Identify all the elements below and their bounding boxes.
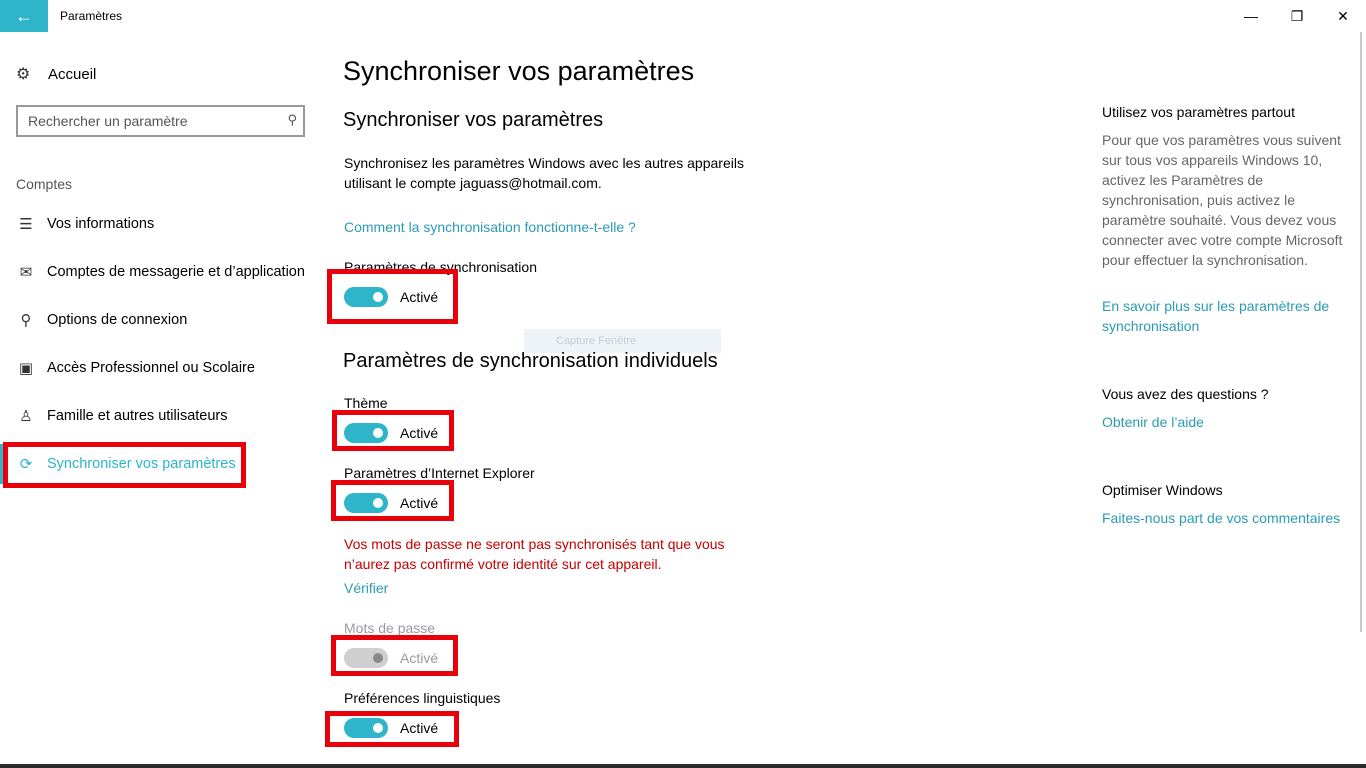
related-heading-optimize: Optimiser Windows [1102,482,1223,498]
individual-settings-title: Paramètres de synchronisation individuels [343,350,718,372]
home-link[interactable] [16,64,96,84]
sidebar-item-comptes-messagerie[interactable] [0,252,328,292]
sync-description: Synchronisez les paramètres Windows avec les autres appareils utilisant le compte jaguass@hotmail.com. [344,155,744,191]
sidebar-item-options-connexion[interactable] [0,300,328,340]
key-icon: ⚲ [20,312,32,329]
scrollbar[interactable] [1360,32,1362,632]
window-title: Paramètres [60,9,123,23]
page-title: Synchroniser vos paramètres [343,56,695,86]
sidebar-item-label: Vos informations [47,216,155,232]
restore-button[interactable] [1274,0,1320,32]
highlight-sync-nav [3,442,246,488]
learn-more-link[interactable]: En savoir plus sur les paramètres de synchronisation [1102,298,1330,334]
minimize-icon: — [1244,8,1258,24]
gear-icon: ⚙ [16,66,31,83]
search-icon[interactable]: ⚲ [287,112,297,127]
close-icon: ✕ [1337,8,1349,24]
related-description: Pour que vos paramètres vous suivent sur tous vos appareils Windows 10, activez les Paramètres de synchronisation, puis activez le paramètre souhaité. Vous devez vous connecter avec votre compte Microsoft pour effectuer la synchronisation. [1102,132,1343,268]
password-warning: Vos mots de passe ne seront pas synchronisés tant que vous n’aurez pas confirmé votre identité sur cet appareil. [344,536,725,572]
briefcase-icon: ▣ [18,360,34,377]
sidebar-item-famille[interactable] [0,396,328,436]
mail-icon: ✉ [19,264,33,281]
ie-settings-label: Paramètres d’Internet Explorer [344,465,535,481]
restore-icon: ❐ [1290,8,1304,24]
taskbar-edge [0,764,1366,768]
theme-label: Thème [344,395,388,411]
sidebar-item-acces-professionnel[interactable] [0,348,328,388]
related-heading-questions: Vous avez des questions ? [1102,386,1269,402]
sidebar [0,32,328,768]
back-button[interactable] [0,0,48,32]
capture-window-ghost: Capture Fenêtre [524,329,721,353]
toggle-state-text: Activé [400,425,439,441]
minimize-button[interactable] [1228,0,1274,32]
sidebar-item-label: Accès Professionnel ou Scolaire [47,360,255,376]
person-icon: ♙ [19,408,33,425]
sync-icon: ⟳ [19,456,33,473]
person-card-icon: ☰ [19,216,33,233]
get-help-link[interactable]: Obtenir de l’aide [1102,414,1204,430]
sidebar-item-label: Famille et autres utilisateurs [47,408,228,424]
home-label: Accueil [48,65,97,83]
close-button[interactable] [1320,0,1366,32]
highlight-sync-toggle [327,269,458,324]
related-heading-use-everywhere: Utilisez vos paramètres partout [1102,104,1295,120]
highlight-language-toggle [325,711,459,747]
sidebar-item-vos-informations[interactable] [0,204,328,244]
toggle-state-text: Activé [400,289,439,305]
toggle-state-text: Activé [400,495,439,511]
feedback-link[interactable]: Faites-nous part de vos commentaires [1102,510,1341,526]
verify-link[interactable]: Vérifier [344,580,389,596]
section-label-comptes: Comptes [16,176,73,192]
highlight-ie-toggle [331,480,454,521]
sidebar-item-label: Options de connexion [47,312,188,328]
highlight-passwords-toggle [331,635,458,676]
highlight-theme-toggle [332,410,454,451]
search-box [16,105,305,137]
sidebar-item-label: Synchroniser vos paramètres [47,456,236,472]
arrow-left-icon: ← [15,6,33,26]
toggle-state-text: Activé [400,720,439,736]
sync-settings-label: Paramètres de synchronisation [344,259,537,275]
toggle-state-text: Activé [400,650,439,666]
how-sync-works-link[interactable]: Comment la synchronisation fonctionne-t-elle ? [344,219,636,235]
sidebar-item-label: Comptes de messagerie et d’application [47,264,305,280]
title-bar [0,0,1366,32]
passwords-label: Mots de passe [344,620,436,636]
language-preferences-label: Préférences linguistiques [344,690,501,706]
section-title: Synchroniser vos paramètres [343,109,604,131]
search-input[interactable] [18,107,278,135]
